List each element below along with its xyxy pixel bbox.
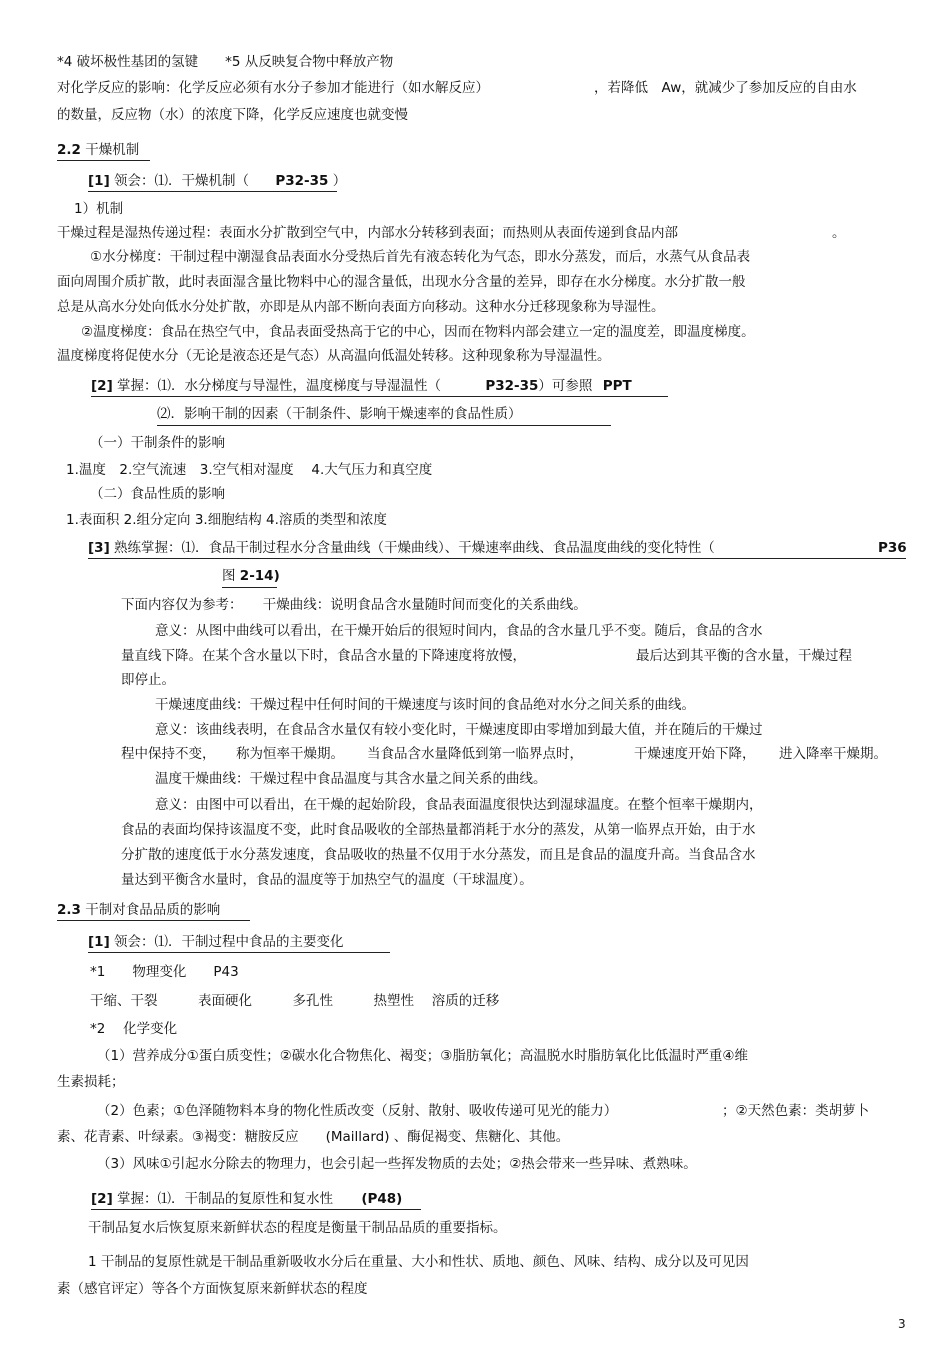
text-line: 程中保持不变， [121, 746, 216, 762]
text-line: 。 [832, 225, 846, 241]
text-line: 称为恒率干燥期。 [236, 746, 344, 762]
underline [157, 425, 611, 426]
section-number: 2.2 [57, 142, 81, 158]
requirement-text: 领会：⑴．干燥机制（ [114, 173, 250, 189]
text-line: 的数量，反应物（水）的浓度下降，化学反应速度也就变慢 [57, 107, 408, 123]
text-line: （3）风味①引起水分除去的物理力，也会引起一些挥发物质的去处；②热会带来一些异味、煮熟味。 [97, 1156, 697, 1172]
text-line: ②温度梯度：食品在热空气中，食品表面受热高于它的中心，因而在物料内部会建立一定的温度差，即温度梯度。 [81, 324, 755, 340]
text-line: 1.温度 2.空气流速 3.空气相对湿度 4.大气压力和真空度 [66, 462, 433, 478]
section-heading [57, 144, 139, 158]
text-line: 食品的表面均保持该温度不变，此时食品吸收的全部热量都消耗于水分的蒸发，从第一临界点开始，由于水 [121, 822, 756, 838]
requirement-tag: [2] [91, 1191, 113, 1207]
section-title: 干制对食品品质的影响 [85, 902, 221, 918]
text-line: 素（感官评定）等各个方面恢复原来新鲜状态的程度 [57, 1281, 368, 1297]
requirement-tag: [1] [88, 934, 110, 950]
requirement-tag: [3] [88, 540, 110, 556]
text-line: 总是从高水分处向低水分处扩散，亦即是从内部不断向表面方向移动。这种水分迁移现象称为导湿性。 [57, 299, 665, 315]
text-line: 量达到平衡含水量时，食品的温度等于加热空气的温度（干球温度）。 [121, 872, 533, 888]
section-title: 干燥机制 [85, 142, 140, 158]
requirement-end: ） [332, 173, 347, 189]
page-reference: P32-35 [485, 378, 539, 394]
text-line: 分扩散的速度低于水分蒸发速度，食品吸收的热量不仅用于水分蒸发，而且是食品的温度升高。当食品含水 [121, 847, 756, 863]
text-line: 意义：从图中曲线可以看出，在干燥开始后的很短时间内，食品的含水量几乎不变。随后，食品的含水 [155, 623, 763, 639]
text-line: 最后达到其平衡的含水量，干燥过程 [636, 648, 852, 664]
text-line: 1.表面积 2.组分定向 3.细胞结构 4.溶质的类型和浓度 [66, 512, 387, 528]
requirement-text: 掌握：⑴．干制品的复原性和复水性 [117, 1191, 334, 1207]
study-requirement [88, 175, 346, 189]
text-line: 下面内容仅为参考： 干燥曲线：说明食品含水量随时间而变化的关系曲线。 [121, 597, 587, 613]
text-line: 生素损耗； [57, 1074, 125, 1090]
text-line: 温度梯度将促使水分（无论是液态还是气态）从高温向低温处转移。这种现象称为导湿温性。 [57, 348, 611, 364]
text-line: 即停止。 [121, 672, 175, 688]
text-line: （1）营养成分①蛋白质变性；②碳水化合物焦化、褐变；③脂肪氧化；高温脱水时脂肪氧化比低温时严重④维 [97, 1048, 748, 1064]
underline [57, 920, 250, 921]
text-line: 温度干燥曲线：干燥过程中食品温度与其含水量之间关系的曲线。 [155, 771, 547, 787]
text-line: （一）干制条件的影响 [90, 435, 225, 451]
underline [57, 160, 150, 161]
underline [88, 952, 390, 953]
study-requirement [91, 1193, 402, 1207]
study-requirement [88, 936, 344, 950]
text-line: ⑵．影响干制的因素（干制条件、影响干燥速率的食品性质） [157, 406, 522, 422]
page-number: 3 [898, 1317, 906, 1331]
requirement-tag: [1] [88, 173, 110, 189]
requirement-text: ）可参照 [538, 378, 593, 394]
text-line: （2）色素；①色泽随物料本身的物化性质改变（反射、散射、吸收传递可见光的能力） [97, 1103, 618, 1119]
ppt-reference: PPT [602, 378, 632, 394]
text-line: *4 破坏极性基团的氢键 *5 从反映复合物中释放产物 [57, 54, 394, 70]
section-number: 2.3 [57, 902, 81, 918]
underline [91, 396, 668, 397]
text-line: *2 化学变化 [90, 1021, 178, 1037]
section-heading [57, 904, 220, 918]
text-line: 干缩、干裂 表面硬化 多孔性 热塑性 溶质的迁移 [90, 993, 500, 1009]
text-line: 进入降率干燥期。 [779, 746, 887, 762]
text-line: 意义：由图中可以看出，在干燥的起始阶段，食品表面温度很快达到湿球温度。在整个恒率干燥期内， [155, 797, 763, 813]
page-reference: (P48) [361, 1191, 403, 1207]
underline [222, 587, 277, 588]
requirement-text: 熟练掌握：⑴．食品干制过程水分含量曲线（干燥曲线）、干燥速率曲线、食品温度曲线的变化特性（ [114, 540, 715, 556]
text-line: ①水分梯度：干制过程中潮湿食品表面水分受热后首先有液态转化为气态，即水分蒸发，而后，水蒸气从食品表 [90, 249, 751, 265]
text-line: *1 物理变化 P43 [90, 964, 239, 980]
study-requirement [88, 542, 715, 556]
figure-number: 2-14) [239, 568, 280, 584]
text-line: 对化学反应的影响：化学反应必须有水分子参加才能进行（如水解反应） [57, 80, 489, 96]
text-line: 干燥过程是湿热传递过程：表面水分扩散到空气中，内部水分转移到表面；而热则从表面传递到食品内部 [57, 225, 678, 241]
text-line: ，若降低 Aw，就减少了参加反应的自由水 [594, 80, 857, 96]
text-line: ；②天然色素：类胡萝卜 [722, 1103, 870, 1119]
text-line: 1）机制 [74, 201, 124, 217]
text-line: 干燥速度曲线：干燥过程中任何时间的干燥速度与该时间的食品绝对水分之间关系的曲线。 [155, 697, 695, 713]
text-line: 面向周围介质扩散，此时表面湿含量比物料中心的湿含量低，出现水分含量的差异，即存在水分梯度。水分扩散一般 [57, 274, 746, 290]
requirement-text: 领会：⑴．干制过程中食品的主要变化 [114, 934, 344, 950]
text-line: （二）食品性质的影响 [90, 486, 225, 502]
text-line: 干制品复水后恢复原来新鲜状态的程度是衡量干制品品质的重要指标。 [88, 1220, 507, 1236]
text-line: 1 干制品的复原性就是干制品重新吸收水分后在重量、大小和性状、质地、颜色、风味、结构、成分以及可见因 [88, 1254, 749, 1270]
page-reference: P36 [878, 540, 907, 556]
text-line: 干燥速度开始下降， [634, 746, 756, 762]
figure-reference [222, 570, 280, 584]
text-line: 当食品含水量降低到第一临界点时， [367, 746, 583, 762]
requirement-text: 掌握：⑴．水分梯度与导湿性，温度梯度与导湿温性（ [117, 378, 442, 394]
text-line: 意义：该曲线表明，在食品含水量仅有较小变化时，干燥速度即由零增加到最大值，并在随后的干燥过 [155, 722, 763, 738]
figure-label: 图 [222, 568, 236, 584]
study-requirement [91, 380, 632, 394]
underline [88, 558, 906, 559]
underline [91, 1209, 421, 1210]
page-reference: P32-35 [275, 173, 329, 189]
text-line: 量直线下降。在某个含水量以下时，食品含水量的下降速度将放慢， [121, 648, 526, 664]
underline [88, 191, 337, 192]
text-line: 素、花青素、叶绿素。③褐变：糖胺反应 (Maillard) 、酶促褐变、焦糖化、其他。 [57, 1129, 570, 1145]
requirement-tag: [2] [91, 378, 113, 394]
